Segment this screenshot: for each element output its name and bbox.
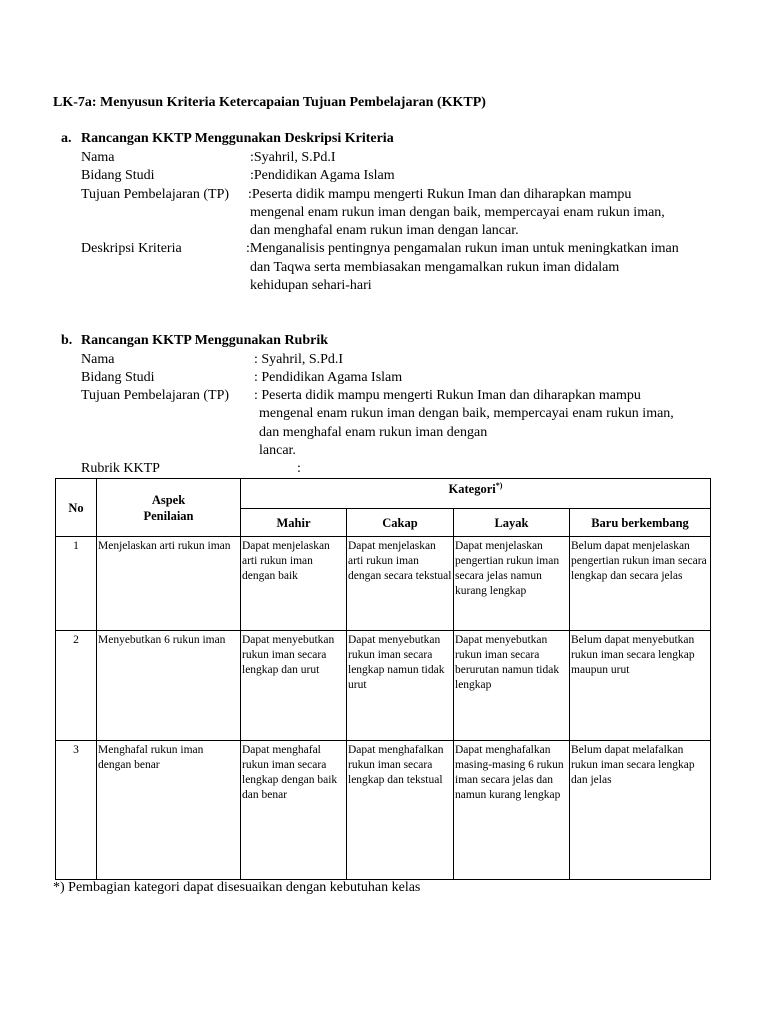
section-a-tp-line: mengenal enam rukun iman dengan baik, mempercayai enam rukun iman, xyxy=(250,205,665,220)
section-b-bidang-value: : Pendidikan Agama Islam xyxy=(254,370,403,385)
section-b-tp-line: mengenal enam rukun iman dengan baik, mempercayai enam rukun iman, xyxy=(259,406,674,421)
section-a-deskripsi-line: :Menganalisis pentingnya pengamalan rukun iman untuk meningkatkan iman xyxy=(246,241,679,256)
row-aspek: Menjelaskan arti rukun iman xyxy=(97,537,241,631)
row-cakap: Dapat menyebutkan rukun iman secara lengkap namun tidak urut xyxy=(347,631,454,741)
rubric-table xyxy=(55,478,711,880)
table-row xyxy=(56,741,711,880)
section-b-title: Rancangan KKTP Menggunakan Rubrik xyxy=(81,333,329,348)
section-a-bidang-label: Bidang Studi xyxy=(81,168,155,183)
header-aspek xyxy=(97,479,241,537)
header-kategori-footnote-mark: *) xyxy=(495,480,503,490)
row-layak: Dapat menyebutkan rukun iman secara berurutan namun tidak lengkap xyxy=(454,631,570,741)
header-cakap: Cakap xyxy=(347,509,454,537)
row-cakap: Dapat menjelaskan arti rukun iman dengan secara tekstual xyxy=(347,537,454,631)
header-layak: Layak xyxy=(454,509,570,537)
header-aspek-line: Penilaian xyxy=(143,508,194,523)
section-a-deskripsi-line: dan Taqwa serta membiasakan mengamalkan rukun iman didalam xyxy=(250,260,620,275)
row-no: 3 xyxy=(56,741,97,880)
section-a-letter: a. xyxy=(61,131,72,146)
section-a-deskripsi-label: Deskripsi Kriteria xyxy=(81,241,182,256)
footnote: *) Pembagian kategori dapat disesuaikan dengan kebutuhan kelas xyxy=(53,880,421,895)
section-b-letter: b. xyxy=(61,333,73,348)
section-a-nama-label: Nama xyxy=(81,150,115,165)
section-b-nama-label: Nama xyxy=(81,352,115,367)
document-title: LK-7a: Menyusun Kriteria Ketercapaian Tujuan Pembelajaran (KKTP) xyxy=(53,95,486,110)
row-cakap: Dapat menghafalkan rukun iman secara lengkap dan tekstual xyxy=(347,741,454,880)
section-b-bidang-label: Bidang Studi xyxy=(81,370,155,385)
row-no: 1 xyxy=(56,537,97,631)
row-mahir: Dapat menghafal rukun iman secara lengkap dengan baik dan benar xyxy=(241,741,347,880)
header-kategori-label: Kategori xyxy=(448,482,496,496)
row-layak: Dapat menghafalkan masing-masing 6 rukun iman secara jelas dan namun kurang lengkap xyxy=(454,741,570,880)
section-b-nama-value: : Syahril, S.Pd.I xyxy=(254,352,344,367)
section-a-bidang-value: :Pendidikan Agama Islam xyxy=(250,168,395,183)
section-a-deskripsi-line: kehidupan sehari-hari xyxy=(250,278,372,293)
rubrik-label: Rubrik KKTP xyxy=(81,461,160,476)
header-kategori xyxy=(241,479,711,509)
row-aspek: Menyebutkan 6 rukun iman xyxy=(97,631,241,741)
row-baru-berkembang: Belum dapat menyebutkan rukun iman secara lengkap maupun urut xyxy=(570,631,711,741)
section-a-tp-line: :Peserta didik mampu mengerti Rukun Iman dan diharapkan mampu xyxy=(248,187,632,202)
row-mahir: Dapat menyebutkan rukun iman secara lengkap dan urut xyxy=(241,631,347,741)
header-baru-berkembang: Baru berkembang xyxy=(570,509,711,537)
header-aspek-line: Aspek xyxy=(151,492,186,507)
table-row xyxy=(56,537,711,631)
section-b-tp-line: : Peserta didik mampu mengerti Rukun Iman dan diharapkan mampu xyxy=(254,388,641,403)
section-a-nama-value: :Syahril, S.Pd.I xyxy=(250,150,336,165)
section-b-tp-line: dan menghafal enam rukun iman dengan xyxy=(259,425,488,440)
row-layak: Dapat menjelaskan pengertian rukun iman secara jelas namun kurang lengkap xyxy=(454,537,570,631)
section-a-title: Rancangan KKTP Menggunakan Deskripsi Kriteria xyxy=(81,131,394,146)
row-aspek: Menghafal rukun iman dengan benar xyxy=(97,741,241,880)
section-b-tp-label: Tujuan Pembelajaran (TP) xyxy=(81,388,230,403)
header-mahir: Mahir xyxy=(241,509,347,537)
rubrik-colon: : xyxy=(297,461,301,476)
header-no: No xyxy=(56,479,97,537)
table-row xyxy=(56,631,711,741)
row-mahir: Dapat menjelaskan arti rukun iman dengan baik xyxy=(241,537,347,631)
section-b-tp-line: lancar. xyxy=(259,443,296,458)
row-baru-berkembang: Belum dapat melafalkan rukun iman secara lengkap dan jelas xyxy=(570,741,711,880)
section-b-heading xyxy=(61,332,328,349)
table-header-row xyxy=(56,479,711,509)
row-no: 2 xyxy=(56,631,97,741)
section-a-tp-line: dan menghafal enam rukun iman dengan lancar. xyxy=(250,223,519,238)
row-baru-berkembang: Belum dapat menjelaskan pengertian rukun iman secara lengkap dan secara jelas xyxy=(570,537,711,631)
section-a-tp-label: Tujuan Pembelajaran (TP) xyxy=(81,187,230,202)
section-a-heading xyxy=(61,130,394,147)
